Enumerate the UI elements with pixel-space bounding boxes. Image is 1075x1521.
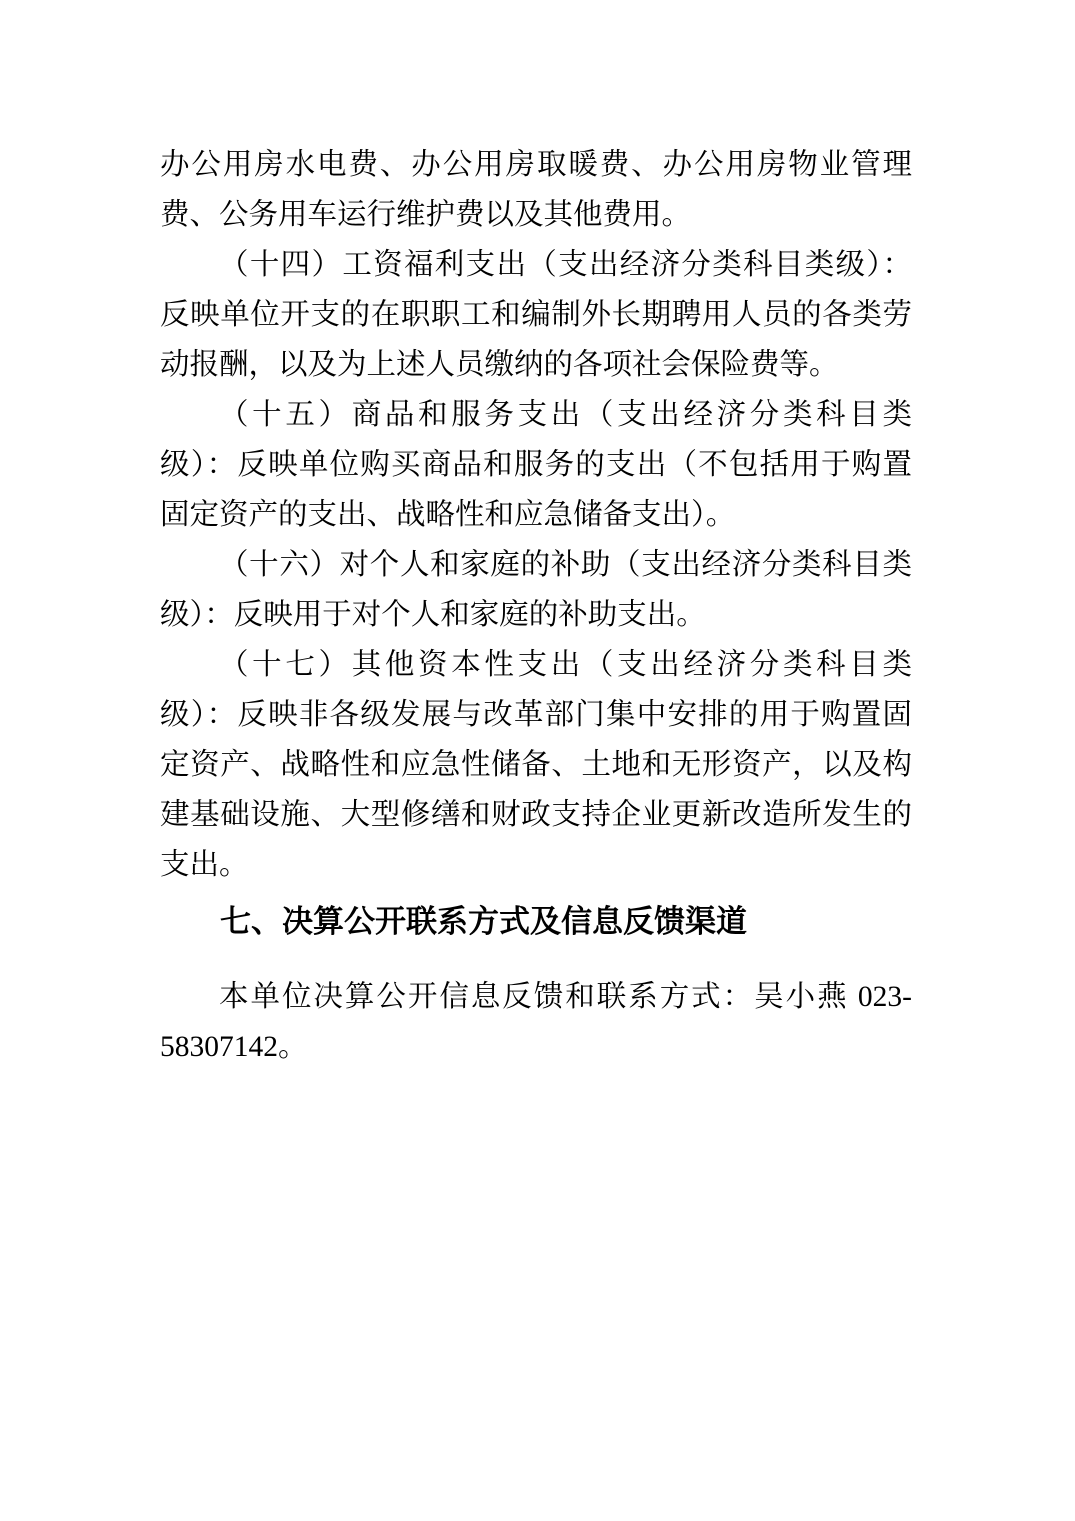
body-line: 级）：反映单位购买商品和服务的支出（不包括用于购置 [160, 449, 912, 481]
body-line: 固定资产的支出、战略性和应急储备支出）。 [160, 499, 736, 531]
body-line: 办公用房水电费、办公用房取暖费、办公用房物业管理 [160, 149, 912, 181]
document-body [160, 140, 912, 1072]
contact-line: 58307142。 [160, 1031, 308, 1063]
body-line: （十五）商品和服务支出（支出经济分类科目类 [219, 399, 912, 431]
body-line: 反映单位开支的在职职工和编制外长期聘用人员的各类劳 [160, 299, 912, 331]
body-line: 定资产、战略性和应急性储备、土地和无形资产，以及构 [160, 749, 912, 781]
body-line: 建基础设施、大型修缮和财政支持企业更新改造所发生的 [160, 799, 912, 831]
body-line: 级）：反映非各级发展与改革部门集中安排的用于购置固 [160, 699, 912, 731]
body-line: （十七）其他资本性支出（支出经济分类科目类 [219, 649, 912, 681]
section-heading: 七、决算公开联系方式及信息反馈渠道 [220, 904, 747, 939]
body-line: （十四）工资福利支出（支出经济分类科目类级）： [219, 249, 912, 281]
body-line: 动报酬，以及为上述人员缴纳的各项社会保险费等。 [160, 349, 839, 381]
body-line: 支出。 [160, 849, 249, 881]
body-line: 费、公务用车运行维护费以及其他费用。 [160, 199, 692, 231]
contact-line: 本单位决算公开信息反馈和联系方式：吴小燕 023- [219, 981, 912, 1013]
body-line: （十六）对个人和家庭的补助（支出经济分类科目类 [219, 549, 912, 581]
body-line: 级）：反映用于对个人和家庭的补助支出。 [160, 599, 706, 631]
